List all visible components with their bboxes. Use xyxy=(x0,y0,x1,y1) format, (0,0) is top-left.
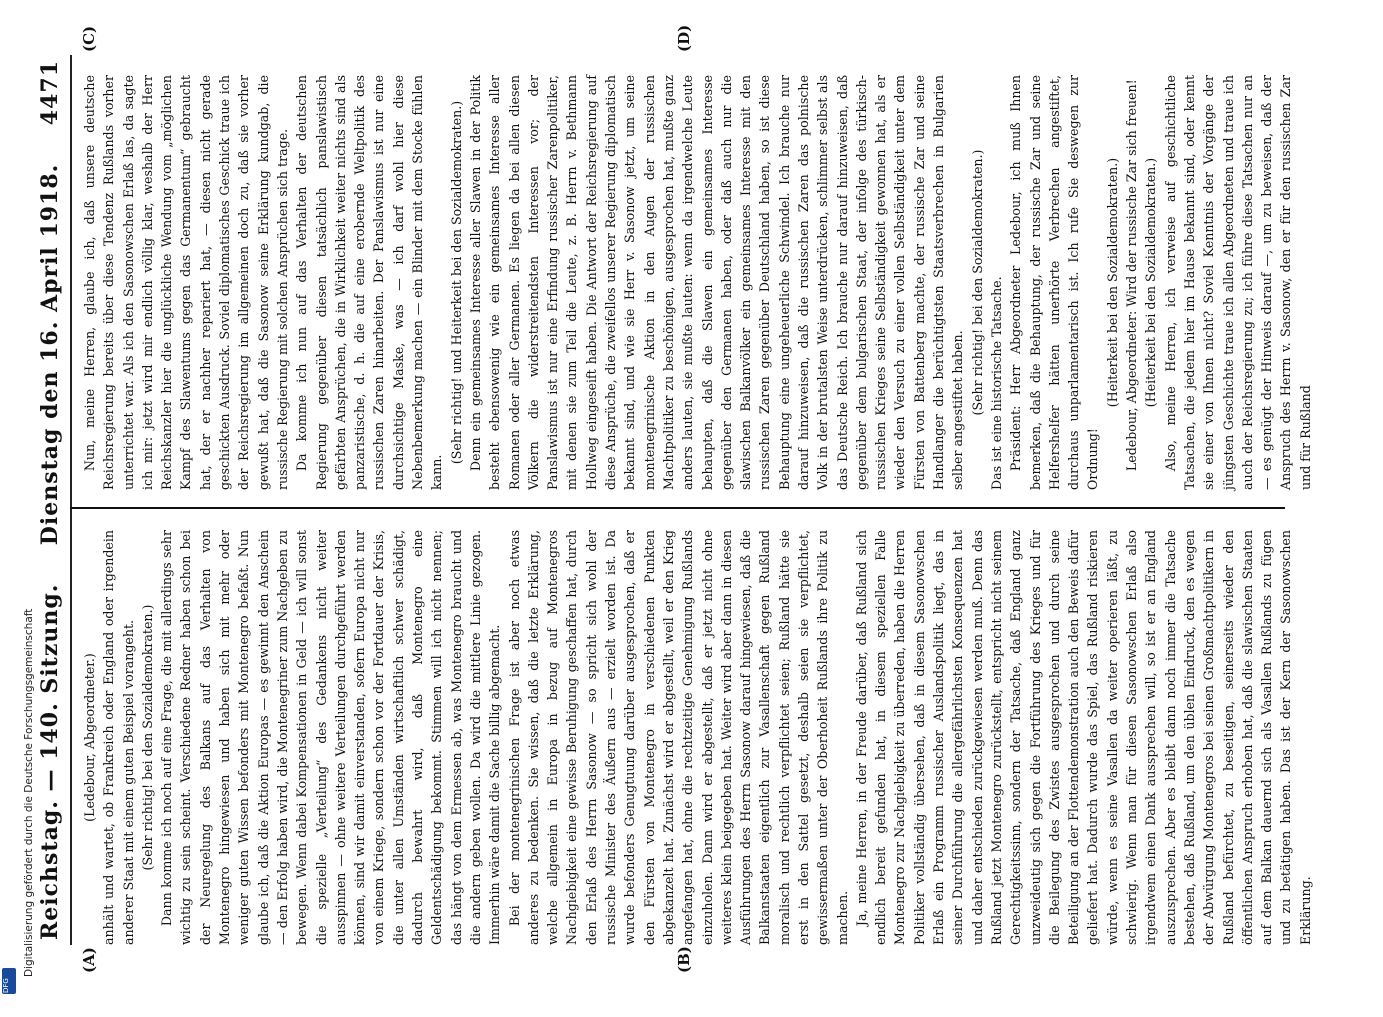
margin-marker-a: (A) xyxy=(80,947,98,973)
column-divider xyxy=(70,507,1285,509)
left-column xyxy=(80,530,1313,945)
left-interjection: (Sehr richtig! bei den Sozialdemokraten.) xyxy=(139,604,155,871)
margin-marker-b: (B) xyxy=(675,946,693,973)
president-statement: Präsident: Herr Abgeordneter Ledebour, ich muß Ihnen bemerken, daß die Behauptung, der russische Zar und seine Helfershelfer hätten unerhörte Verbrechen angestiftet, durchaus unparlamentarisch ist. Ich rufe Sie deswegen zur Ordnung! xyxy=(1008,75,1101,490)
left-paragraph: anhält und wartet, ob Frankreich oder England oder irgendein anderer Staat mit einem guten Beispiel vorangeht. xyxy=(101,530,136,945)
header-date: Dienstag den 16. April 1918. xyxy=(37,163,63,546)
header-rule xyxy=(70,55,72,945)
right-interjection: (Heiterkeit bei den Sozialdemokraten.) xyxy=(1143,157,1159,408)
credit-text: Digitalisierung gefördert durch die Deutsche Forschungsgemeinschaft xyxy=(23,608,35,977)
dfg-logo-text: DFG xyxy=(2,978,10,993)
left-paragraph: Dann komme ich noch auf eine Frage, die mit allerdings sehr wichtig zu sein scheint. Verschiedene Redner haben schon bei der Neuregelung des Balkans auf das Verhalten von Montenegro hingewiesen und haben sich mit mehr oder weniger guten Wissen befonders mit Montenegro befaßt. Nun glaube ich, daß die Aktion Europas — es gewinnt den Anschein — den Erfolg haben wird, die Montenegriner zum Nachgeben zu bewegen. Wenn dabei Kompensationen in Geld — ich will sonst die spezielle „Verteilung“ des Gedankens nicht weiter ausspinnen — ohne weitere Verteilungen durchgeführt werden können, sind wir damit einverstanden, sofern Europa nicht nur von einem Kriege, sondern schon vor der Fortdauer der Krisis, die unter allen Umständen wirtschaftlich schwer schädigt, dadurch bewahrt wird, daß Montenegro eine Geldentschädigung bekommt. Stimmen will ich nicht nennen; das hängt von dem Ermessen ab, was Montenegro braucht und die andern geben wollen. Da wird die mittlere Linie gezogen. Immerhin wäre damit die Sache billig abgemacht. xyxy=(159,530,503,945)
right-interjection: (Sehr richtig! und Heiterkeit bei den Sozialdemokraten.) xyxy=(448,100,464,465)
speaker-reply: Ledebour, Abgeordneter: Wird der russische Zar sich freuen! xyxy=(1124,79,1140,472)
right-paragraph: Das ist eine historische Tatsache. xyxy=(988,276,1004,490)
margin-marker-c: (C) xyxy=(80,25,98,52)
right-paragraph: Denn ein gemeinsames Interesse aller Slawen in der Politik besteht ebensowenig wie ein gemeinsames Interesse aller Romanen oder aller Germanen. Es liegen da bei allen diesen Völkern die widerstreitendsten Interessen vor; der Panslawismus ist nur eine Erfindung russischer Zarenpolitiker, mit denen sie zum Teil die Leute, z. B. Herrn v. Bethmann Hollweg eingeseift haben. Die Antwort der Reichsregierung auf diese Ansprüche, die zweifellos unserer Regierung diplomatisch bekannt sind, und wie sie Herr v. Sasonow jetzt, um seine montenegrinische Aktion in den Augen der russischen Machtpolitiker zu beschönigen, ausgesprochen hat, mußte ganz anders lauten, sie mußte lauten: wenn da irgendwelche Leute behaupten, daß die Slawen ein gemeinsames Interesse gegenüber den Germanen haben, oder daß auch nur die slawischen Balkanvölker ein gemeinsames Interesse mit den russischen Zaren gegenüber Deutschland haben, so ist diese Behauptung eine ungeheuerliche Schwindel. Ich brauche nur darauf hinzuweisen, daß die russischen Zaren das polnische Volk in der brutalsten Weise unterdrücken, schlimmer selbst als das Deutsche Reich. Ich brauche nur darauf hinzuweisen, daß gegenüber dem bulgarischen Staat, der infolge des türkisch-russischen Krieges seine Selbständigkeit gewonnen hat, als er wieder den Versuch zu einer vollen Selbständigkeit unter dem Fürsten von Battenberg machte, der russische Zar und seine Handlanger die berüchtigtsten Staatsverbrechen in Bulgarien selber angestiftet haben. xyxy=(467,75,966,490)
right-interjection: (Heiterkeit bei den Sozialdemokraten.) xyxy=(1104,157,1120,408)
right-interjection: (Sehr richtig! bei den Sozialdemokraten.) xyxy=(969,149,985,416)
left-paragraph: Bei der montenegrinischen Frage ist aber noch etwas anderes zu bedenken. Sie wissen, daß die letzte Erklärung, welche allgemein in Europa in bezug auf Montenegros Nachgiebigkeit eine gewisse Beruhigung geschaffen hat, durch den Erlaß des Herrn Sasonow — so spricht sich wohl der russische Minister des Äußern aus — erzielt worden ist. Da wurde befonders Genugtuung darüber ausgesprochen, daß er den Fürsten von Montenegro in verschiedenen Punkten abgekanzelt hat. Zunächst wird er abgestellt, weil er den Krieg angefangen hat, ohne die rechtzeitige Genehmigung Rußlands einzuholen. Dann wird er abgestellt, daß er jetzt nicht ohne weiteres klein beigegeben hat. Weiter wird aber dann in diesen Ausführungen des Herrn Sasonow darauf hingewiesen, daß die Balkanstaaten eigentlich zur Vasallenschaft gegen Rußland moralisch und rechtlich verpflichtet seien; Rußland hätte sie erst in den Sattel gesetzt, deshalb seien sie verpflichtet, gewissermaßen unter der Oberhoheit Rußlands ihre Politik zu machen. xyxy=(506,530,850,945)
right-paragraph: Also, meine Herren, ich verweise auf geschichtliche Tatsachen, die jedem hier im Hause bekannt sind, oder kennt sie einer von Ihnen nicht? Soviel Kenntnis der Vorgänge der jüngsten Geschichte traue ich allen Abgeordneten und traue ich auch der Reichsregierung zu; ich führe diese Tatsachen nur an — es genügt der Hinweis darauf —, um zu beweisen, daß der Anspruch des Herrn v. Sasonow, den er für den russischen Zar und für Rußland xyxy=(1162,75,1313,490)
left-speaker-line: (Ledebour, Abgeordneter.) xyxy=(82,653,97,822)
text-columns xyxy=(70,24,1313,973)
header-left: Reichstag. — 140. Sitzung. xyxy=(37,583,63,940)
dfg-logo xyxy=(2,968,16,994)
right-paragraph: Da komme ich nun auf das Verhalten der deutschen Regierung gegenüber diesen tatsächlich panslawistisch gefärbten Ansprüchen, die in Wirklichkeit weiter nichts sind als panzaristische, d. h. die auf eine erobernde Weltpolitik des russischen Zaren hinarbeiten. Der Panslawismus ist nur eine durchsichtige Maske, was — ich darf wohl hier diese Nebenbemerkung machen — ein Blinder mit dem Stocke fühlen kann. xyxy=(294,75,445,490)
margin-marker-d: (D) xyxy=(675,24,693,52)
page-number: 4471 xyxy=(37,60,63,126)
digitization-credit xyxy=(0,0,35,1000)
right-column xyxy=(80,75,1313,490)
left-paragraph: Ja, meine Herren, in der Freude darüber, daß Rußland sich endlich bereit gefunden hat, in diesem speziellen Falle Montenegro zur Nachgiebigkeit zu überreden, haben die Herren Politiker vollständig übersehen, daß in diesem Sasonowschen Erlaß ein Programm russischer Auslandspolitik liegt, das in seiner Durchführung die allergefährlichsten Konsequenzen hat und daher entschieden zurückgewiesen werden muß. Denn das Rußland jetzt Montenegro zurückstellt, entspricht nicht seinem Gerechtigkeitssinn, sondern der Tatsache, daß England ganz unzweideutig sich gegen die Fortführung des Krieges und für die Beilegung des Zwistes ausgesprochen und durch seine Beteiligung an der Flottendemonstration auch den Beweis dafür geliefert hat. Dadurch wurde das Spiel, das Rußland riskieren würde, wenn es seine Vasallen da weiter operieren läßt, zu schwierig. Wenn man für diesen Sasonowschen Erlaß also irgendwem einen Dank aussprechen will, so ist er an England auszusprechen. Aber es bleibt dann noch immer die Tatsache bestehen, daß Rußland, um den üblen Eindruck, den es wegen der Abwürgung Montenegros bei seinen Großmachtpolitikern in Rußland befürchtet, zu beseitigen, seinerseits wieder den öffentlichen Anspruch erhoben hat, daß die slawischen Staaten auf dem Balkan dauernd sich als Vasallen Rußlands zu fügen und zu betätigen haben. Das ist der Kern der Sasonowschen Erklärung. xyxy=(853,530,1313,945)
right-paragraph: Nun, meine Herren, glaube ich, daß unsere deutsche Reichsregierung bereits über diese Tendenz Rußlands vorher unterrichtet war. Als ich den Sasonowschen Erlaß las, da sagte ich mir: jetzt wird mir endlich völlig klar, weshalb der Herr Reichskanzler hier die unglückliche Wendung vom „möglichen Kampf des Slawentums gegen das Germanentum“ gebraucht hat, der er nachher repariert hat, — diesen nicht gerade geschickten Ausdruck. Soviel diplomatisches Geschick traue ich der Reichsregierung im allgemeinen doch zu, daß sie vorher gewußt hat, daß die Sasonow seine Erklärung kundgab, die russische Regierung mit solchen Ansprüchen sich trage. xyxy=(82,75,290,490)
